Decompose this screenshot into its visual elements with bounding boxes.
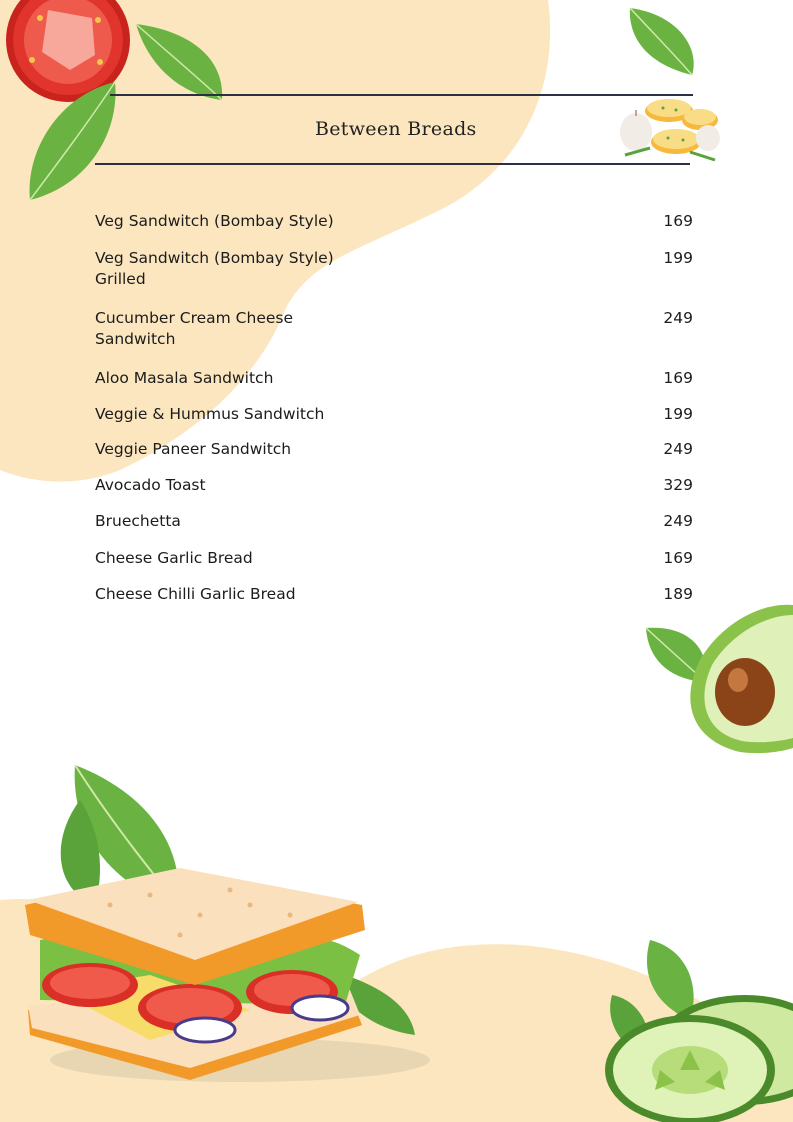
menu-item-price: 199: [663, 405, 693, 423]
menu-item-name: Cucumber Cream Cheese Sandwitch: [95, 309, 294, 348]
menu-item-name: Veggie Paneer Sandwitch: [95, 440, 292, 458]
menu-item-name: Avocado Toast: [95, 476, 206, 494]
menu-item-price: 249: [663, 440, 693, 458]
menu-item-name: Veggie & Hummus Sandwitch: [95, 405, 325, 423]
menu-item-name: Cheese Chilli Garlic Bread: [95, 585, 296, 603]
menu-item-price: 329: [663, 476, 693, 494]
menu-item-price: 169: [663, 212, 693, 230]
menu-item-price: 169: [663, 369, 693, 387]
menu-item-name: Bruechetta: [95, 512, 181, 530]
menu-item-name: Veg Sandwitch (Bombay Style) Grilled: [95, 249, 334, 288]
section-title: Between Breads: [315, 118, 477, 140]
menu-item-price: 199: [663, 249, 693, 267]
menu-item-price: 189: [663, 585, 693, 603]
menu-item-price: 249: [663, 309, 693, 327]
menu-item-price: 169: [663, 549, 693, 567]
menu-item-price: 249: [663, 512, 693, 530]
menu-item-name: Veg Sandwitch (Bombay Style): [95, 212, 334, 230]
menu-item-name: Aloo Masala Sandwitch: [95, 369, 274, 387]
menu-item-name: Cheese Garlic Bread: [95, 549, 253, 567]
